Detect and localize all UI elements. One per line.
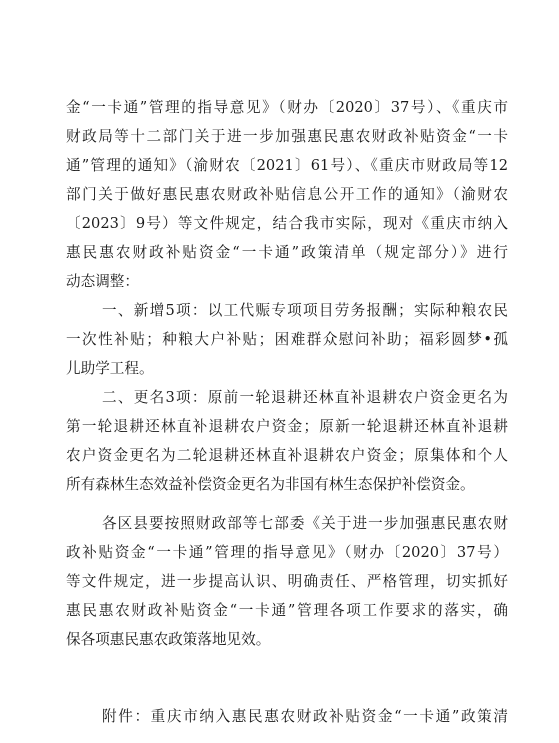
paragraph-requirements-line-4: 惠民惠农财政补贴资金“一卡通”管理各项工作要求的落实，确: [66, 602, 508, 619]
paragraph-intro-line-5: 〔2023〕9号）等文件规定，结合我市实际，现对《重庆市纳入: [66, 215, 508, 232]
paragraph-intro-line-7: 动态调整：: [66, 273, 139, 290]
paragraph-renames-line-1: 二、更名3项：原前一轮退耕还林直补退耕农户资金更名为: [102, 389, 508, 406]
paragraph-renames-line-4: 所有森林生态效益补偿资金更名为非国有林生态保护补偿资金。: [66, 476, 475, 493]
paragraph-renames-line-2: 第一轮退耕还林直补退耕农户资金；原新一轮退耕还林直补退耕: [66, 418, 508, 435]
paragraph-intro-line-4: 部门关于做好惠民惠农财政补贴信息公开工作的通知》（渝财农: [66, 186, 508, 203]
attachment-line: 附件：重庆市纳入惠民惠农财政补贴资金“一卡通”政策清: [102, 708, 508, 725]
paragraph-requirements-line-2: 政补贴资金“一卡通”管理的指导意见》（财办〔2020〕37号）: [66, 544, 508, 561]
paragraph-requirements-line-3: 等文件规定，进一步提高认识、明确责任、严格管理，切实抓好: [66, 573, 508, 590]
paragraph-additions-line-1: 一、新增5项：以工代赈专项项目劳务报酬；实际种粮农民: [102, 302, 508, 319]
paragraph-requirements-line-1: 各区县要按照财政部等七部委《关于进一步加强惠民惠农财: [102, 515, 508, 532]
paragraph-additions-line-2: 一次性补贴；种粮大户补贴；困难群众慰问补助；福彩圆梦•孤: [66, 331, 508, 348]
paragraph-requirements-line-5: 保各项惠民惠农政策落地见效。: [66, 631, 271, 648]
paragraph-intro-line-2: 财政局等十二部门关于进一步加强惠民惠农财政补贴资金“一卡: [66, 128, 508, 145]
paragraph-intro-line-3: 通”管理的通知》（渝财农〔2021〕61号）、《重庆市财政局等12: [66, 157, 508, 174]
paragraph-intro-line-6: 惠民惠农财政补贴资金“一卡通”政策清单（规定部分）》进行: [66, 244, 508, 261]
paragraph-renames-line-3: 农户资金更名为二轮退耕还林直补退耕农户资金；原集体和个人: [66, 447, 508, 464]
paragraph-intro-line-1: 金“一卡通”管理的指导意见》（财办〔2020〕37号）、《重庆市: [66, 99, 508, 116]
paragraph-additions-line-3: 儿助学工程。: [66, 360, 154, 377]
